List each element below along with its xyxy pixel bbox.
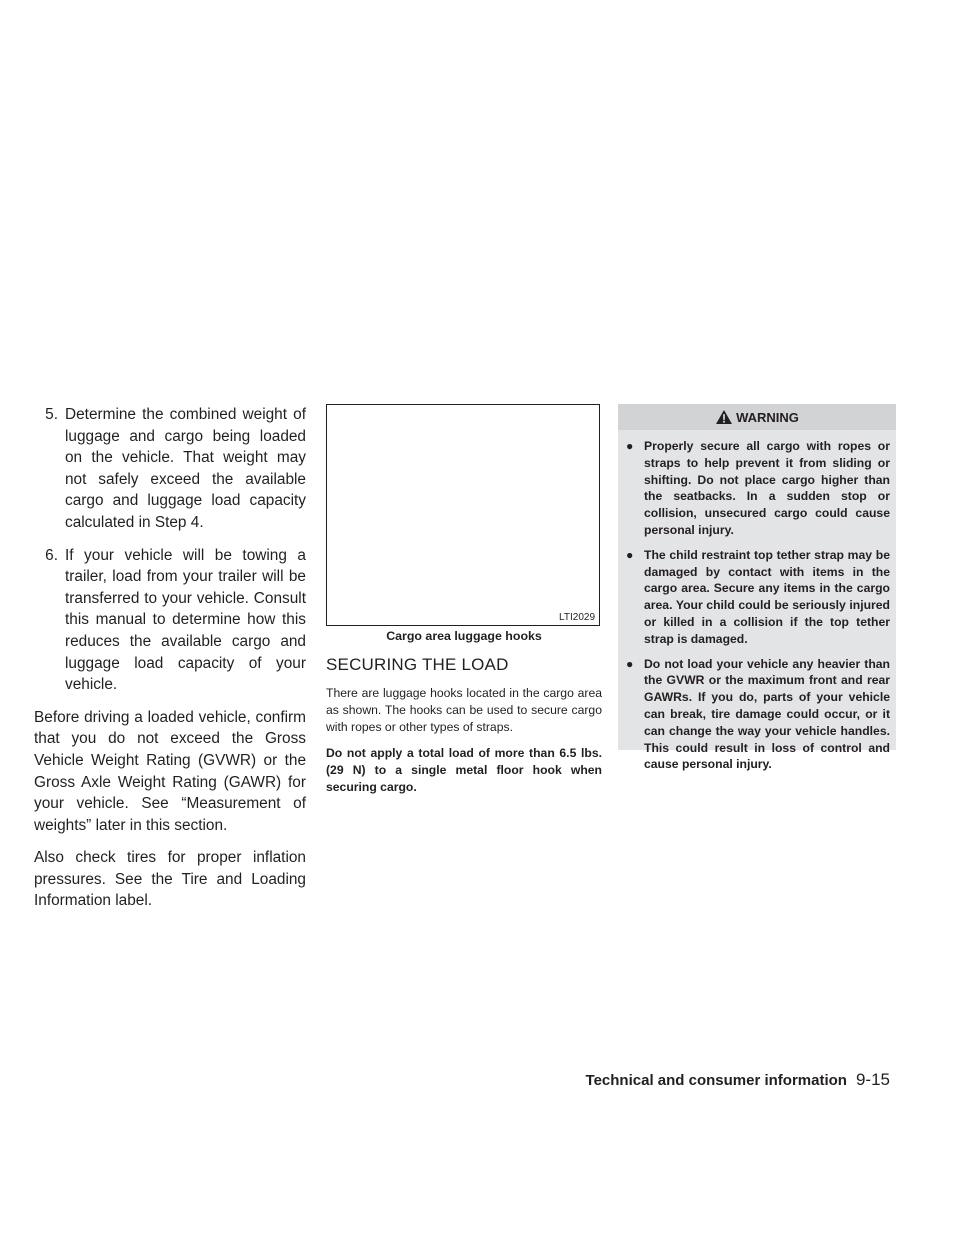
warning-item [626,656,890,774]
warning-text: Do not load your vehicle any heavier than the GVWR or the maximum front and rear GAWRs. If you do, parts of your vehicle can break, tire damage could occur, or it can change the way your vehicle handles. This could result in loss of control and cause personal injury. [644,656,890,772]
section-heading: SECURING THE LOAD [326,655,509,674]
middle-column [326,404,602,805]
warning-item [626,547,890,648]
warning-text: Properly secure all cargo with ropes or straps to help prevent it from sliding or shifting. Do not place cargo higher than the seatbacks. In a sudden stop or collision, unsecured cargo could cause personal injury. [644,439,890,537]
warning-text: The child restraint top tether strap may be damaged by contact with items in the cargo area. Secure any items in the cargo area. Your child could be seriously injured or killed in a collision if the top tether strap is damaged. [644,547,890,646]
step-number: 5. [45,406,58,423]
warning-box [618,404,896,772]
step-5 [34,404,306,534]
securing-body: There are luggage hooks located in the cargo area as shown. The hooks can be used to secure cargo with ropes or other types of straps. [326,686,602,734]
bullet: ● [626,547,634,562]
bullet: ● [626,439,634,453]
step-text: If your vehicle will be towing a trailer, load from your trailer will be transferred to your vehicle. Consult this manual to determine how this reduces the available cargo and luggage load capacity of your vehicle. [65,546,306,694]
tire-pressure-paragraph: Also check tires for proper inflation pressures. See the Tire and Loading Information label. [34,849,306,910]
load-limit-note: Do not apply a total load of more than 6.5 lbs. (29 N) to a single metal floor hook when securing cargo. [326,746,602,794]
page-number: 9-15 [855,1070,890,1089]
gvwr-paragraph: Before driving a loaded vehicle, confirm that you do not exceed the Gross Vehicle Weight Rating (GVWR) or the Gross Axle Weight Rating (GAWR) for your vehicle. See “Measurement of weights” later in this section. [34,708,306,834]
bullet: ● [626,656,634,671]
footer-section-title: Technical and consumer information [585,1072,847,1089]
step-6 [34,545,306,696]
right-column [618,404,896,772]
page-footer [586,1070,890,1090]
left-column [34,404,306,923]
warning-title: WARNING [736,409,799,425]
figure-caption: Cargo area luggage hooks [386,629,542,643]
step-number: 6. [45,546,58,564]
warning-triangle-icon [715,409,733,425]
cargo-hooks-figure [326,404,600,626]
step-text: Determine the combined weight of luggage and cargo being loaded on the vehicle. That weight may not safely exceed the available cargo and luggage load capacity calculated in Step 4. [65,406,306,531]
warning-item [626,438,890,539]
warning-header [618,404,896,430]
figure-id: LTI2029 [559,612,595,623]
